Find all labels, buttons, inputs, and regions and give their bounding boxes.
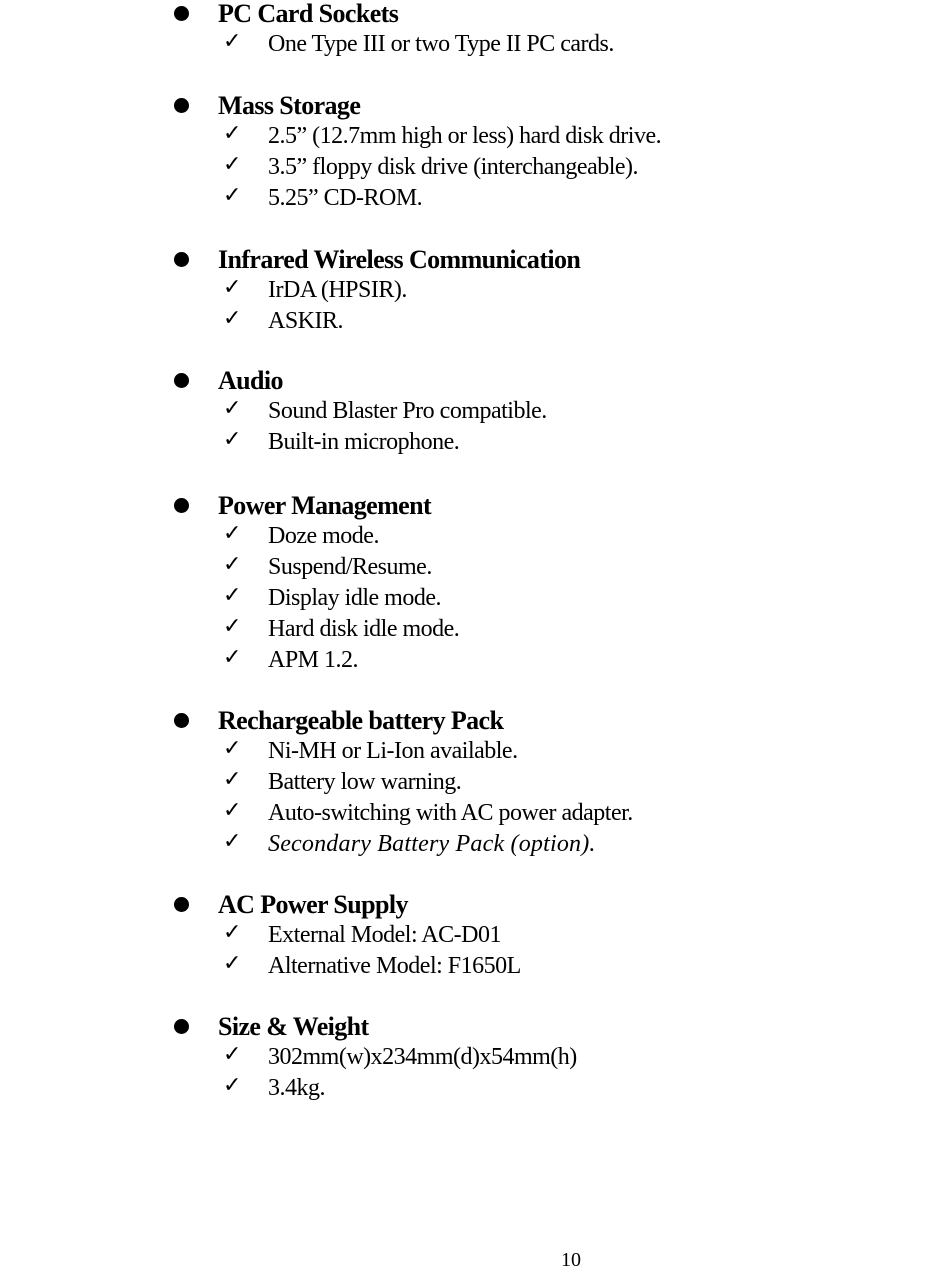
checkmark-icon: ✓ bbox=[223, 275, 242, 300]
list-item-text: IrDA (HPSIR). bbox=[268, 277, 407, 303]
checkmark-icon: ✓ bbox=[223, 521, 242, 546]
checkmark-icon: ✓ bbox=[223, 306, 242, 331]
list-item bbox=[0, 737, 950, 768]
list-item bbox=[0, 276, 950, 307]
list-item bbox=[0, 1074, 950, 1105]
bullet-icon bbox=[174, 6, 189, 21]
section-audio bbox=[0, 367, 950, 459]
list-item-text: Hard disk idle mode. bbox=[268, 616, 460, 642]
list-item-text: Ni-MH or Li-Ion available. bbox=[268, 738, 518, 764]
page-number: 10 bbox=[561, 1249, 581, 1271]
bullet-icon bbox=[174, 713, 189, 728]
list-item-text: 3.4kg. bbox=[268, 1075, 325, 1101]
list-item-text: 5.25” CD-ROM. bbox=[268, 185, 423, 211]
list-item bbox=[0, 553, 950, 584]
list-item bbox=[0, 122, 950, 153]
section-heading-row bbox=[0, 246, 950, 276]
bullet-icon bbox=[174, 897, 189, 912]
checkmark-icon: ✓ bbox=[223, 829, 242, 854]
checkmark-icon: ✓ bbox=[223, 1073, 242, 1098]
section-heading: AC Power Supply bbox=[218, 890, 408, 919]
list-item-text: Display idle mode. bbox=[268, 585, 441, 611]
checkmark-icon: ✓ bbox=[223, 767, 242, 792]
list-item bbox=[0, 952, 950, 983]
list-item-text: Sound Blaster Pro compatible. bbox=[268, 398, 547, 424]
list-item bbox=[0, 397, 950, 428]
list-item bbox=[0, 584, 950, 615]
list-item bbox=[0, 30, 950, 61]
list-item-text: Battery low warning. bbox=[268, 769, 462, 795]
list-item bbox=[0, 830, 950, 861]
list-item-text: Auto-switching with AC power adapter. bbox=[268, 800, 633, 826]
list-item bbox=[0, 307, 950, 338]
list-item-text: Secondary Battery Pack (option). bbox=[268, 831, 596, 857]
checkmark-icon: ✓ bbox=[223, 951, 242, 976]
checkmark-icon: ✓ bbox=[223, 121, 242, 146]
checkmark-icon: ✓ bbox=[223, 29, 242, 54]
list-item bbox=[0, 615, 950, 646]
section-rechargeable-battery-pack bbox=[0, 707, 950, 861]
bullet-icon bbox=[174, 252, 189, 267]
section-heading-row bbox=[0, 367, 950, 397]
list-item bbox=[0, 646, 950, 677]
section-size-weight bbox=[0, 1013, 950, 1105]
list-item bbox=[0, 522, 950, 553]
bullet-icon bbox=[174, 498, 189, 513]
checkmark-icon: ✓ bbox=[223, 152, 242, 177]
section-heading: Infrared Wireless Communication bbox=[218, 245, 581, 274]
list-item bbox=[0, 153, 950, 184]
section-heading-row bbox=[0, 891, 950, 921]
list-item-text: Alternative Model: F1650L bbox=[268, 953, 521, 979]
section-heading-row bbox=[0, 707, 950, 737]
list-item-text: APM 1.2. bbox=[268, 647, 359, 673]
checkmark-icon: ✓ bbox=[223, 614, 242, 639]
checkmark-icon: ✓ bbox=[223, 920, 242, 945]
list-item-text: 3.5” floppy disk drive (interchangeable). bbox=[268, 154, 639, 180]
list-item-text: 2.5” (12.7mm high or less) hard disk drive. bbox=[268, 123, 662, 149]
list-item bbox=[0, 184, 950, 215]
list-item-text: Built-in microphone. bbox=[268, 429, 460, 455]
list-item bbox=[0, 1043, 950, 1074]
list-item bbox=[0, 428, 950, 459]
list-item bbox=[0, 768, 950, 799]
checkmark-icon: ✓ bbox=[223, 552, 242, 577]
checkmark-icon: ✓ bbox=[223, 183, 242, 208]
list-item bbox=[0, 921, 950, 952]
list-item bbox=[0, 799, 950, 830]
checkmark-icon: ✓ bbox=[223, 1042, 242, 1067]
checkmark-icon: ✓ bbox=[223, 427, 242, 452]
checkmark-icon: ✓ bbox=[223, 736, 242, 761]
checkmark-icon: ✓ bbox=[223, 645, 242, 670]
section-heading: Audio bbox=[218, 366, 283, 395]
section-ac-power-supply bbox=[0, 891, 950, 983]
section-heading-row bbox=[0, 92, 950, 122]
section-heading: Rechargeable battery Pack bbox=[218, 706, 504, 735]
bullet-icon bbox=[174, 98, 189, 113]
section-heading-row bbox=[0, 1013, 950, 1043]
section-pc-card-sockets bbox=[0, 0, 950, 61]
list-item-text: External Model: AC-D01 bbox=[268, 922, 501, 948]
bullet-icon bbox=[174, 1019, 189, 1034]
section-heading: Power Management bbox=[218, 491, 432, 520]
section-heading-row bbox=[0, 0, 950, 30]
list-item-text: Suspend/Resume. bbox=[268, 554, 432, 580]
bullet-icon bbox=[174, 373, 189, 388]
section-heading: Size & Weight bbox=[218, 1012, 369, 1041]
list-item-text: ASKIR. bbox=[268, 308, 344, 334]
section-heading-row bbox=[0, 492, 950, 522]
list-item-text: 302mm(w)x234mm(d)x54mm(h) bbox=[268, 1044, 577, 1070]
checkmark-icon: ✓ bbox=[223, 583, 242, 608]
checkmark-icon: ✓ bbox=[223, 798, 242, 823]
list-item-text: Doze mode. bbox=[268, 523, 379, 549]
section-heading: PC Card Sockets bbox=[218, 0, 399, 28]
checkmark-icon: ✓ bbox=[223, 396, 242, 421]
section-infrared-wireless-communication bbox=[0, 246, 950, 338]
section-power-management bbox=[0, 492, 950, 677]
section-mass-storage bbox=[0, 92, 950, 215]
section-heading: Mass Storage bbox=[218, 91, 361, 120]
list-item-text: One Type III or two Type II PC cards. bbox=[268, 31, 614, 57]
